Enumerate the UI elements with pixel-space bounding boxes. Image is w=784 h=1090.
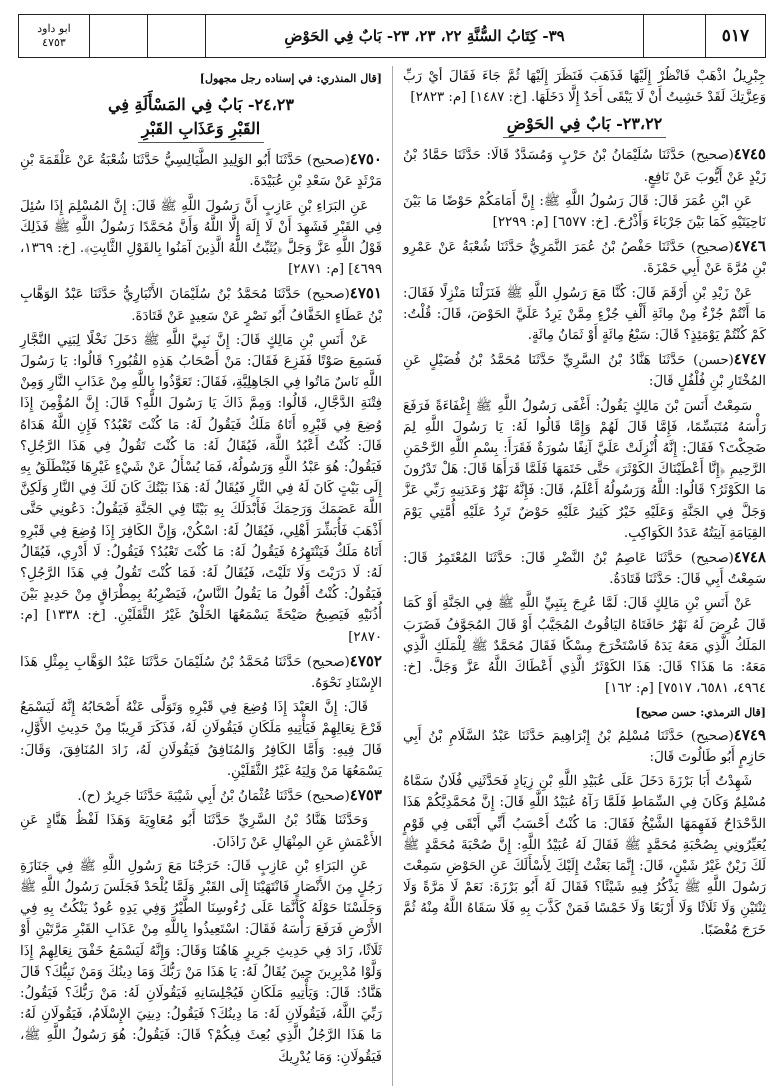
hadith-isnad: حَدَّثَنَا هَنَّادُ بْنُ السَّرِيِّ حَدَّثَنَا مُحَمَّدُ بْنُ فُضَيْلٍ عَنِ المُخْتَارِ بْنِ فُلْفُلٍ قَالَ: bbox=[403, 353, 766, 390]
hadith-isnad-second: وَحَدَّثَنَا هَنَّادُ بْنُ السَّرِيِّ حَدَّثَنَا أَبُو مُعَاوِيَةَ وَهَذَا لَفْظُ هَنَّادٍ عَنِ الأَعْمَشِ عَنِ المِنْهَالِ عَنْ زَاذَانَ. bbox=[20, 813, 382, 850]
hadith-matn: عَنْ أَنَسِ بْنِ مَالِكٍ قَالَ: إِنَّ نَبِيَّ اللَّهِ ﷺ دَخَلَ نَخْلًا لِبَنِي النَّجَّارِ فَسَمِعَ صَوْتًا فَفَزِعَ فَقَالَ: مَنْ أَصْحَابُ هَذِهِ القُبُورِ؟ قَالُوا: يَا رَسُولَ اللَّهِ نَاسٌ مَاتُوا فِي الجَاهِلِيَّةِ، فَقَالَ: تَعَوَّذُوا بِاللَّهِ مِنْ عَذَابِ النَّارِ وَمِنْ فِتْنَةِ الدَّجَّالِ، قَالُوا: وَمِمَّ ذَاكَ يَا رَسُولَ اللَّهِ؟ قَالَ: إِنَّ المُؤْمِنَ إِذَا وُضِعَ فِي قَبْرِهِ أَتَاهُ مَلَكٌ فَيَقُولُ لَهُ: مَا كُنْتَ تَعْبُدُ؟ فَإِنِ اللَّهُ هَدَاهُ قَالَ: كُنْتُ أَعْبُدُ اللَّهَ، فَيُقَالُ لَهُ: مَا كُنْتَ تَقُولُ فِي هَذَا الرَّجُلِ؟ فَيَقُولُ: هُوَ عَبْدُ اللَّهِ وَرَسُولُهُ، فَمَا يُسْأَلُ عَنْ شَيْءٍ غَيْرِهَا فَيُنْطَلَقُ بِهِ إِلَى بَيْتٍ كَانَ لَهُ فِي النَّارِ فَيُقَالُ لَهُ: هَذَا بَيْتُكَ كَانَ لَكَ فِي النَّارِ وَلَكِنَّ اللَّهَ عَصَمَكَ وَرَحِمَكَ فَأَبْدَلَكَ بِهِ بَيْتًا فِي الجَنَّةِ فَيَقُولُ: دَعُونِي حَتَّى أَذْهَبَ فَأُبَشِّرَ أَهْلِي، فَيُقَالُ لَهُ: اسْكُنْ، وَإِنَّ الكَافِرَ إِذَا وُضِعَ فِي قَبْرِهِ أَتَاهُ مَلَكٌ فَيَنْتَهِرُهُ فَيَقُولُ لَهُ: مَا كُنْتَ تَعْبُدُ؟ فَيَقُولُ: لَا أَدْرِي، فَيُقَالُ لَهُ: لَا دَرَيْتَ وَلَا تَلَيْتَ، فَيُقَالُ لَهُ: فَمَا كُنْتَ تَقُولُ فِي هَذَا الرَّجُلِ؟ فَيَقُولُ: كُنْتُ أَقُولُ مَا يَقُولُ النَّاسُ، فَيَضْرِبُهُ بِمِطْرَاقٍ مِنْ حَدِيدٍ بَيْنَ أُذُنَيْهِ فَيَصِيحُ صَيْحَةً يَسْمَعُهَا الخَلْقُ غَيْرُ الثَّقَلَيْنِ. [خ: ١٣٣٨] [م: ٢٨٧٠] bbox=[20, 332, 382, 645]
right-column bbox=[392, 66, 766, 1086]
hadith-isnad: حَدَّثَنَا عَاصِمُ بْنُ النَّضْرِ قَالَ: حَدَّثَنَا المُعْتَمِرُ قَالَ: سَمِعْتُ أَبِي قَالَ: حَدَّثَنَا قَتَادَةُ. bbox=[403, 551, 766, 588]
header-spacer bbox=[147, 15, 205, 57]
hadith-isnad: حَدَّثَنَا عُثْمَانُ بْنُ أَبِي شَيْبَةَ حَدَّثَنَا جَرِيرٌ (ح). bbox=[77, 789, 303, 805]
hadith-grade: (صحيح) bbox=[690, 240, 734, 256]
running-title: ٣٩- كِتَابُ السُّنَّةِ ٢٢، ٢٣، ٢٣- بَابٌ فِي الحَوْضِ bbox=[205, 15, 643, 57]
hadith-isnad: حَدَّثَنَا مُحَمَّدُ بْنُ سُلَيْمَانَ الأَنْبَارِيُّ حَدَّثَنَا عَبْدُ الوَهَّابِ بْنُ عَطَاءٍ الخَفَّافُ أَبُو نَصْرٍ عَنْ سَعِيدٍ عَنْ قَتَادَةَ. bbox=[20, 287, 382, 324]
chapter-heading bbox=[403, 112, 766, 138]
hadith-4745 bbox=[403, 144, 766, 187]
hadith-4748 bbox=[403, 547, 766, 590]
chapter-heading bbox=[20, 93, 382, 143]
hadith-4746 bbox=[403, 236, 766, 279]
hadith-matn: عَنِ البَرَاءِ بْنِ عَازِبٍ أَنَّ رَسُولَ اللَّهِ ﷺ قَالَ: إِنَّ المُسْلِمَ إِذَا سُئِلَ فِي القَبْرِ فَشَهِدَ أَنْ لَا إِلَهَ إِلَّا اللَّهُ وَأَنَّ مُحَمَّدًا رَسُولُ اللَّهِ ﷺ فَذَلِكَ قَوْلُ اللَّهِ عَزَّ وَجَلَّ ﴿يُثَبِّتُ اللَّهُ الَّذِينَ آمَنُوا بِالقَوْلِ الثَّابِتِ﴾. [خ: ١٣٦٩، ٤٦٩٩] [م: ٢٨٧١] bbox=[20, 198, 382, 278]
hadith-isnad: حَدَّثَنَا مُحَمَّدُ بْنُ سُلَيْمَانَ حَدَّثَنَا عَبْدُ الوَهَّابِ بِمِثْلِ هَذَا الإِسْنَادِ نَحْوَهُ. bbox=[20, 654, 382, 692]
hadith-grade: (صحيح) bbox=[306, 789, 350, 805]
page-header bbox=[18, 14, 766, 58]
header-spacer bbox=[643, 15, 705, 57]
hadith-isnad: حَدَّثَنَا حَفْصُ بْنُ عُمَرَ النَّمَرِيُّ حَدَّثَنَا شُعْبَةُ عَنْ عَمْرِو بْنِ مُرَّةَ عَنْ أَبِي حَمْزَةَ. bbox=[403, 240, 766, 277]
hadith-grade: (صحيح) bbox=[690, 551, 734, 567]
hadith-matn: عَنْ زَيْدِ بْنِ أَرْقَمَ قَالَ: كُنَّا مَعَ رَسُولِ اللَّهِ ﷺ فَنَزَلْنَا مَنْزِلًا فَقَالَ: مَا أَنْتُمْ جُزْءٌ مِنْ مِائَةِ أَلْفِ جُزْءٍ مِمَّنْ يَرِدُ عَلَيَّ الحَوْضَ، قَالَ: قُلْتُ: كَمْ كُنْتُمْ يَوْمَئِذٍ؟ قَالَ: سَبْعُ مِائَةٍ أَوْ ثَمَانُ مِائَةٍ. bbox=[403, 285, 766, 344]
hadith-number: ٤٧٥٣(صحيح) bbox=[306, 786, 382, 805]
hadith-grade: (صحيح) bbox=[306, 153, 350, 169]
text-columns bbox=[18, 66, 766, 1086]
hadith-matn: عَنِ البَرَاءِ بْنِ عَازِبٍ قَالَ: خَرَجْنَا مَعَ رَسُولِ اللَّهِ ﷺ فِي جَنَازَةِ رَجُلٍ مِنَ الأَنْصَارِ فَانْتَهَيْنَا إِلَى القَبْرِ وَلَمَّا يُلْحَدْ فَجَلَسَ رَسُولُ اللَّهِ ﷺ وَجَلَسْنَا حَوْلَهُ كَأَنَّمَا عَلَى رُءُوسِنَا الطَّيْرُ وَفِي يَدِهِ عُودٌ يَنْكُتُ بِهِ فِي الأَرْضِ فَرَفَعَ رَأْسَهُ فَقَالَ: اسْتَعِيذُوا بِاللَّهِ مِنْ عَذَابِ القَبْرِ مَرَّتَيْنِ أَوْ ثَلَاثًا، زَادَ فِي حَدِيثِ جَرِيرٍ هَاهُنَا وَقَالَ: وَإِنَّهُ لَيَسْمَعُ خَفْقَ نِعَالِهِمْ إِذَا وَلَّوْا مُدْبِرِينَ حِينَ يُقَالُ لَهُ: يَا هَذَا مَنْ رَبُّكَ وَمَا دِينُكَ وَمَنْ نَبِيُّكَ؟ قَالَ هَنَّادٌ: قَالَ: وَيَأْتِيهِ مَلَكَانِ فَيُجْلِسَانِهِ فَيَقُولَانِ لَهُ: مَنْ رَبُّكَ؟ فَيَقُولُ: رَبِّيَ اللَّهُ، فَيَقُولَانِ لَهُ: مَا دِينُكَ؟ فَيَقُولُ: دِينِيَ الإِسْلَامُ، فَيَقُولَانِ لَهُ: مَا هَذَا الرَّجُلُ الَّذِي بُعِثَ فِيكُمْ؟ قَالَ: فَيَقُولُ: هُوَ رَسُولُ اللَّهِ ﷺ، فَيَقُولَانِ: وَمَا يُدْرِيكَ bbox=[20, 858, 382, 1065]
hadith-number: ٤٧٥٢(صحيح) bbox=[306, 651, 382, 670]
left-column bbox=[18, 66, 392, 1086]
reference-book: ابو داود bbox=[37, 22, 71, 35]
hadith-isnad: حَدَّثَنَا أَبُو الوَلِيدِ الطَّيَالِسِيُّ حَدَّثَنَا شُعْبَةُ عَنْ عَلْقَمَةَ بْنِ مَرْثَدٍ عَنْ سَعْدِ بْنِ عُبَيْدَةَ. bbox=[20, 153, 382, 190]
chapter-title: ٢٣،٢٢- بَابٌ فِي الحَوْضِ bbox=[503, 112, 667, 138]
hadith-matn: قَالَ: إِنَّ العَبْدَ إِذَا وُضِعَ فِي قَبْرِهِ وَتَوَلَّى عَنْهُ أَصْحَابُهُ إِنَّهُ لَيَسْمَعُ قَرْعَ نِعَالِهِمْ فَيَأْتِيهِ مَلَكَانِ فَيَقُولَانِ لَهُ، فَذَكَرَ قَرِيبًا مِنْ حَدِيثِ الأَوَّلِ، قَالَ فِيهِ: وَأَمَّا الكَافِرُ وَالمُنَافِقُ فَيَقُولَانِ لَهُ، زَادَ المُنَافِقَ، وَقَالَ: يَسْمَعُهَا مَنْ وَلِيَهُ غَيْرُ الثَّقَلَيْنِ. bbox=[20, 700, 382, 779]
hadith-grade: (صحيح) bbox=[306, 654, 350, 670]
continued-text: جِبْرِيلُ اذْهَبْ فَانْظُرْ إِلَيْهَا فَذَهَبَ فَنَظَرَ إِلَيْهَا ثُمَّ جَاءَ فَقَالَ أَيْ رَبِّ وَعِزَّتِكَ لَقَدْ خَشِيتُ أَنْ لَا يَبْقَى أَحَدٌ إِلَّا دَخَلَهَا. [خ: ١٤٨٧] [م: ٢٨٢٣] bbox=[403, 69, 766, 106]
hadith-number: ٤٧٤٥(صحيح) bbox=[690, 145, 766, 164]
hadith-4751 bbox=[20, 283, 382, 326]
hadith-4750 bbox=[20, 149, 382, 192]
hadith-grade: (صحيح) bbox=[306, 287, 350, 303]
hadith-matn: شَهِدْتُ أَبَا بَرْزَةَ دَخَلَ عَلَى عُبَيْدِ اللَّهِ بْنِ زِيَادٍ فَحَدَّثَنِي فُلَانٌ سَمَّاهُ مُسْلِمٌ وَكَانَ فِي السِّمَاطِ فَلَمَّا رَآهُ عُبَيْدُ اللَّهِ قَالَ: إِنَّ مُحَمَّدِيَّكُمْ هَذَا الدَّحْدَاحُ فَفَهِمَهَا الشَّيْخُ فَقَالَ: مَا كُنْتُ أَحْسَبُ أَنِّي أَبْقَى فِي قَوْمٍ يُعَيِّرُونِي بِصُحْبَةِ مُحَمَّدٍ ﷺ فَقَالَ لَهُ عُبَيْدُ اللَّهِ: إِنَّ صُحْبَةَ مُحَمَّدٍ ﷺ لَكَ زَيْنٌ غَيْرُ شَيْنٍ، قَالَ: إِنَّمَا بَعَثْتُ إِلَيْكَ لِأَسْأَلَكَ عَنِ الحَوْضِ سَمِعْتَ رَسُولَ اللَّهِ ﷺ يَذْكُرُ فِيهِ شَيْئًا؟ فَقَالَ لَهُ أَبُو بَرْزَةَ: نَعَمْ لَا مَرَّةً وَلَا ثِنْتَيْنِ وَلَا ثَلَاثًا وَلَا أَرْبَعًا وَلَا خَمْسًا فَمَنْ كَذَّبَ بِهِ فَلَا سَقَاهُ اللَّهُ مِنْهُ ثُمَّ خَرَجَ مُغْضَبًا. bbox=[403, 774, 766, 938]
hadith-isnad: حَدَّثَنَا مُسْلِمُ بْنُ إِبْرَاهِيمَ حَدَّثَنَا عَبْدُ السَّلَامِ بْنُ أَبِي حَازِمٍ أَبُو طَالُوتَ قَالَ: bbox=[403, 728, 766, 765]
header-spacer bbox=[89, 15, 147, 57]
hadith-isnad: حَدَّثَنَا سُلَيْمَانُ بْنُ حَرْبٍ وَمُسَدَّدٌ قَالَا: حَدَّثَنَا حَمَّادُ بْنُ زَيْدٍ عَنْ أَيُّوبَ عَنْ نَافِعٍ. bbox=[403, 148, 766, 185]
hadith-matn: سَمِعْتُ أَنَسَ بْنَ مَالِكٍ يَقُولُ: أَغْفَى رَسُولُ اللَّهِ ﷺ إِغْفَاءَةً فَرَفَعَ رَأْسَهُ مُتَبَسِّمًا، فَإِمَّا قَالَ لَهُمْ وَإِمَّا قَالُوا لَهُ: يَا رَسُولَ اللَّهِ لِمَ ضَحِكْتَ؟ فَقَالَ: إِنَّهُ أُنْزِلَتْ عَلَيَّ آنِفًا سُورَةٌ فَقَرَأَ: بِسْمِ اللَّهِ الرَّحْمَنِ الرَّحِيمِ ﴿إِنَّا أَعْطَيْنَاكَ الكَوْثَرَ﴾ حَتَّى خَتَمَهَا فَلَمَّا قَرَأَهَا قَالَ: هَلْ تَدْرُونَ مَا الكَوْثَرُ؟ قَالُوا: اللَّهُ وَرَسُولُهُ أَعْلَمُ، قَالَ: فَإِنَّهُ نَهْرٌ وَعَدَنِيهِ رَبِّي عَزَّ وَجَلَّ فِي الجَنَّةِ وَعَلَيْهِ خَيْرٌ كَثِيرٌ عَلَيْهِ حَوْضٌ تَرِدُ عَلَيْهِ أُمَّتِي يَوْمَ القِيَامَةِ آنِيَتُهُ عَدَدُ الكَوَاكِبِ. bbox=[403, 398, 766, 541]
page-number: ٥١٧ bbox=[705, 15, 765, 57]
hadith-number: ٤٧٥٠(صحيح) bbox=[306, 150, 382, 169]
hadith-grade: (صحيح) bbox=[690, 728, 734, 744]
hadith-matn: عَنْ أَنَسِ بْنِ مَالِكٍ قَالَ: لَمَّا عُرِجَ بِنَبِيِّ اللَّهِ ﷺ فِي الجَنَّةِ أَوْ كَمَا قَالَ عُرِضَ لَهُ نَهْرٌ حَافَتَاهُ اليَاقُوتُ المُجَيَّبُ أَوْ قَالَ المُجَوَّفُ فَضَرَبَ المَلَكُ الَّذِي مَعَهُ يَدَهُ فَاسْتَخْرَجَ مِسْكًا فَقَالَ مُحَمَّدٌ ﷺ لِلْمَلَكِ الَّذِي مَعَهُ: مَا هَذَا؟ قَالَ: هَذَا الكَوْثَرُ الَّذِي أَعْطَاكَ اللَّهُ عَزَّ وَجَلَّ. [خ: ٤٩٦٤، ٦٥٨١، ٧٥١٧] [م: ١٦٢] bbox=[403, 596, 766, 697]
hadith-reference bbox=[19, 15, 89, 57]
hadith-number: ٤٧٤٦(صحيح) bbox=[690, 237, 766, 256]
hadith-4753 bbox=[20, 785, 382, 807]
hadith-4749 bbox=[403, 725, 766, 768]
hadith-number: ٤٧٤٩(صحيح) bbox=[690, 725, 766, 744]
hadith-number: ٤٧٤٨(صحيح) bbox=[690, 548, 766, 567]
hadith-number: ٤٧٥١(صحيح) bbox=[306, 284, 382, 303]
hadith-matn: عَنِ ابْنِ عُمَرَ قَالَ: قَالَ رَسُولُ اللَّهِ ﷺ: إِنَّ أَمَامَكُمْ حَوْضًا مَا بَيْنَ نَاحِيَتَيْهِ كَمَا بَيْنَ جَرْبَاءَ وَأَذْرُحَ. [خ: ٦٥٧٧] [م: ٢٢٩٩] bbox=[403, 193, 766, 231]
hadith-number: ٤٧٤٧(حسن) bbox=[693, 350, 766, 369]
reference-number: ٤٧٥٣ bbox=[42, 36, 66, 49]
hadith-grade: (حسن) bbox=[693, 353, 734, 369]
hadith-grade: (صحيح) bbox=[690, 148, 734, 164]
hadith-4747 bbox=[403, 349, 766, 392]
chapter-title-line-2: القَبْرِ وَعَذَابِ القَبْرِ bbox=[138, 117, 264, 143]
editor-note: [قال المنذري: في إسناده رجل مجهول] bbox=[199, 72, 382, 85]
editor-note: [قال الترمذي: حسن صحيح] bbox=[635, 706, 766, 720]
chapter-title-line-1: ٢٤،٢٣- بَابٌ فِي المَسْأَلَةِ فِي bbox=[108, 95, 294, 115]
hadith-4752 bbox=[20, 651, 382, 694]
